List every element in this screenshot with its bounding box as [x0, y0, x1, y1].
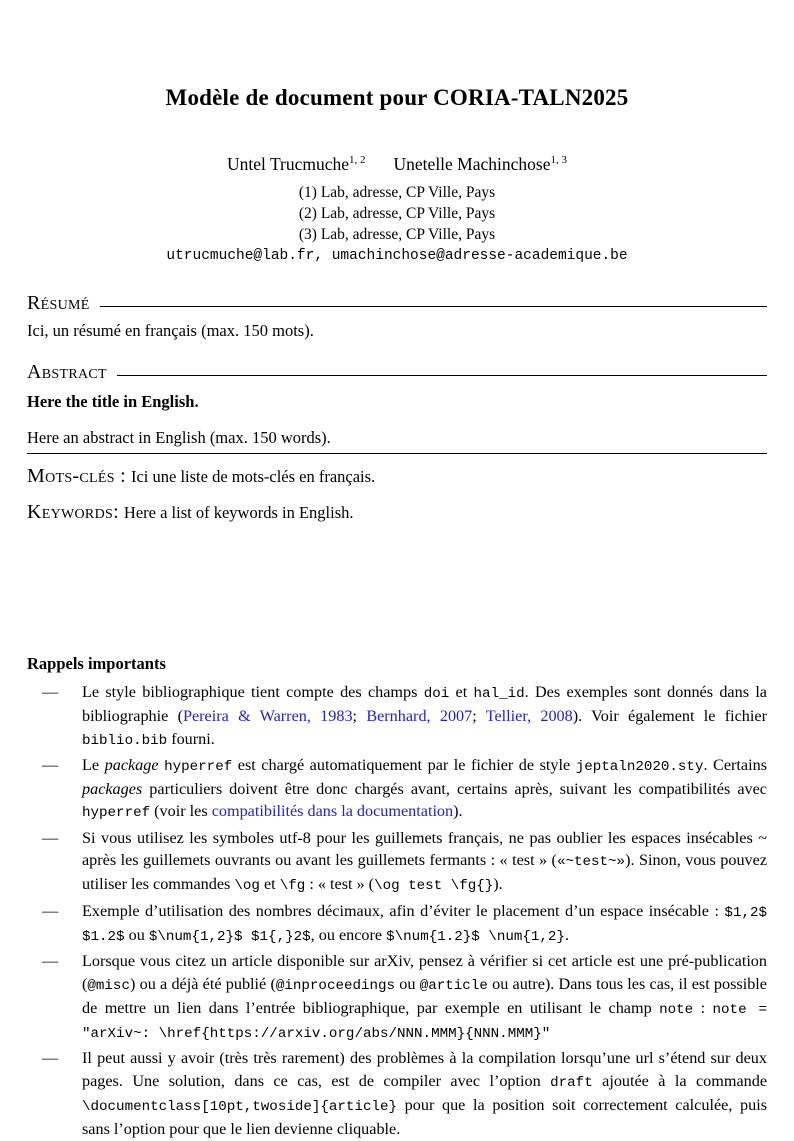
resume-section-header	[27, 292, 767, 315]
text-segment: ou	[124, 925, 149, 944]
author-2	[394, 154, 567, 174]
text-segment: et	[449, 683, 474, 701]
text-segment: fourni.	[167, 729, 215, 748]
text-segment: doi	[423, 686, 450, 702]
item-dash: —	[42, 755, 59, 774]
keywords-label: Keywords:	[27, 501, 119, 523]
affiliation-line-2: (2) Lab, adresse, CP Ville, Pays	[298, 205, 496, 222]
text-segment: note = "arXiv~: \href{https://arxiv.org/abs/NNN.MMM}{NNN.MMM}"	[82, 1001, 767, 1043]
reminders-heading: Rappels importants	[27, 654, 166, 673]
abstract-section-header	[27, 361, 767, 384]
text-segment: package	[104, 755, 159, 774]
text-segment: ). Sinon, vous pouvez utiliser les commandes	[82, 851, 768, 894]
paper-title: Modèle de document pour CORIA-TALN2025	[165, 85, 629, 110]
keywords-text: Here a list of keywords in English.	[123, 503, 354, 522]
abstract-label: Abstract	[27, 361, 107, 383]
resume-rule	[100, 306, 767, 307]
reminders-list	[27, 681, 767, 1141]
text-segment: @inproceedings	[275, 977, 396, 994]
author-2-name: Unetelle Machinchose	[393, 154, 551, 174]
text-segment: . Des exemples sont donnés dans la bibliographie (	[82, 683, 767, 726]
text-segment: \fg	[279, 878, 306, 895]
text-segment: packages	[82, 780, 143, 799]
text-segment: ou	[395, 974, 420, 993]
text-segment: \og test \fg{}	[374, 878, 494, 895]
resume-label: Résumé	[27, 292, 90, 314]
reminder-item-2-text	[82, 756, 767, 821]
reminder-item-1-text	[82, 683, 767, 748]
text-segment: ajoutée à la commande	[592, 1071, 768, 1090]
text-segment: jeptaln2020.sty	[575, 758, 704, 775]
text-segment: $\num{1,2}$ $1{,}2$	[148, 928, 311, 945]
text-segment: Lorsque vous citez un article disponible sur arXiv, pensez à vérifier si cet article est une pré-publication (	[82, 952, 767, 993]
text-segment: Si vous utilisez les symboles utf-8 pour les guillemets français, ne pas oublier les espaces insécables ~ après les guillemets ouvrants ou avant les guillemets fermants : « test » (	[82, 828, 767, 870]
text-segment: . Certains	[703, 755, 768, 774]
abstract-rule	[117, 375, 767, 376]
text-segment: Il peut aussi y avoir (très très rarement) des problèmes à la compilation lorsqu’une url s’étend sur deux pages. Une solution, dans ce cas, est de compiler avec l’option	[82, 1049, 767, 1090]
text-segment: Le	[82, 755, 105, 774]
text-segment: hyperref	[164, 758, 233, 775]
text-segment: est chargé automatiquement par le fichier de style	[232, 755, 576, 774]
mots-cles-line	[27, 465, 767, 488]
reminder-item-6	[27, 1047, 767, 1140]
reminder-item-4-text	[82, 902, 767, 944]
affiliations-block	[27, 182, 767, 245]
citation-link[interactable]: Bernhard, 2007	[366, 707, 473, 726]
author-1	[227, 154, 366, 174]
item-dash: —	[42, 1049, 59, 1068]
text-segment: $1,2$ $1.2$	[82, 904, 767, 945]
text-segment: particuliers doivent être donc chargés avant, certains après, suivant les compatibilités avec	[142, 780, 767, 799]
text-segment: $\num{1.2}$ \num{1,2}	[386, 928, 565, 945]
reminder-item-5-text	[82, 952, 767, 1041]
text-segment: hal_id	[473, 686, 525, 702]
text-segment: @article	[419, 977, 488, 994]
text-segment: ;	[472, 707, 486, 726]
text-segment: : « test » (	[305, 875, 375, 894]
text-segment: :	[693, 998, 713, 1017]
text-segment: note	[659, 1001, 694, 1018]
text-segment: draft	[550, 1074, 593, 1091]
text-segment: \og	[234, 878, 260, 895]
mots-cles-label: Mots-clés :	[27, 465, 126, 487]
text-segment: «~test~»	[556, 854, 626, 871]
citation-link[interactable]: Pereira & Warren, 1983	[182, 707, 353, 726]
author-1-affiliation-marker: 1, 2	[349, 154, 366, 167]
text-segment: hyperref	[82, 805, 151, 822]
item-dash: —	[42, 828, 59, 847]
affiliation-line-1: (1) Lab, adresse, CP Ville, Pays	[298, 184, 496, 201]
reminder-item-4	[27, 900, 767, 949]
citation-link[interactable]: Tellier, 2008	[485, 707, 573, 726]
text-segment: ou autre). Dans tous les cas, il est possible de mettre un lien dans l’entrée bibliographique, par exemple en utilisant le champ	[82, 974, 767, 1017]
inline-link[interactable]: compatibilités dans la documentation	[211, 802, 454, 821]
text-segment: ) ou a déjà été publié (	[129, 974, 276, 993]
text-segment: ).	[453, 802, 463, 821]
author-emails: utrucmuche@lab.fr, umachinchose@adresse-academique.be	[166, 248, 628, 264]
reminder-item-5	[27, 950, 767, 1045]
reminder-item-6-text	[82, 1049, 767, 1138]
text-segment: ).	[493, 875, 503, 894]
text-segment: pour que la position soit correctement calculée, puis sans l’option pour que le lien devienne cliquable.	[82, 1096, 767, 1139]
text-segment: @misc	[87, 977, 130, 994]
item-dash: —	[42, 952, 59, 971]
text-segment: biblio.bib	[82, 732, 168, 749]
text-segment: ;	[352, 707, 367, 726]
text-segment: (voir les	[150, 802, 212, 821]
item-dash: —	[42, 901, 59, 920]
text-segment: Exemple d’utilisation des nombres décimaux, afin d’éviter le placement d’un espace insécable :	[82, 901, 725, 920]
reminder-item-1	[27, 681, 767, 752]
keywords-line	[27, 501, 767, 524]
reminder-item-3-text	[82, 829, 767, 894]
reminder-item-3	[27, 827, 767, 898]
affiliation-line-3: (3) Lab, adresse, CP Ville, Pays	[298, 226, 496, 243]
authors-line	[27, 154, 767, 175]
abstract-text: Here an abstract in English (max. 150 words).	[27, 428, 767, 454]
english-title: Here the title in English.	[27, 392, 199, 411]
author-2-affiliation-marker: 1, 3	[550, 154, 567, 167]
resume-text: Ici, un résumé en français (max. 150 mots).	[27, 321, 314, 340]
text-segment: Le style bibliographique tient compte des champs	[82, 683, 424, 701]
text-segment: et	[259, 875, 280, 894]
text-segment: \documentclass[10pt,twoside]{article}	[82, 1099, 398, 1116]
author-1-name: Untel Trucmuche	[227, 154, 350, 174]
text-segment: , ou encore	[310, 925, 387, 944]
reminder-item-2	[27, 754, 767, 825]
text-segment: .	[564, 925, 569, 944]
mots-cles-text: Ici une liste de mots-clés en français.	[130, 467, 376, 486]
text-segment: ). Voir également le fichier	[572, 707, 767, 726]
item-dash: —	[42, 683, 59, 701]
